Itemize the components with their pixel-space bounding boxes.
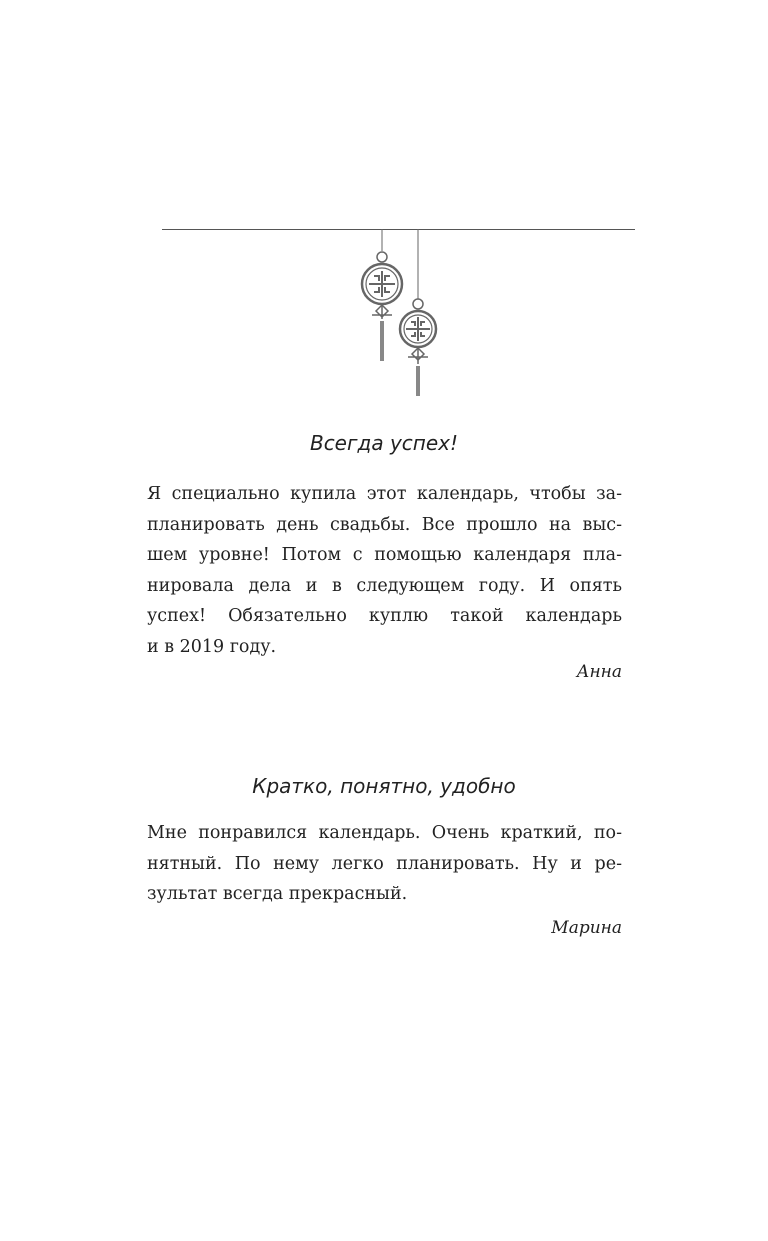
review-title: Всегда успех! xyxy=(309,431,459,455)
review-body xyxy=(147,818,622,910)
review-author: Анна xyxy=(576,662,622,682)
text-line: шем уровне! Потом с помощью календаря пла- xyxy=(147,545,622,565)
text-line: нировала дела и в следующем году. И опять xyxy=(147,575,622,596)
text-line: Мне понравился календарь. Очень краткий, по- xyxy=(147,823,622,843)
text-line: и в 2019 году. xyxy=(147,636,277,657)
review-author: Марина xyxy=(551,918,622,938)
text-line: Я специально купила этот календарь, чтобы за- xyxy=(147,484,622,504)
text-line: планировать день свадьбы. Все прошло на выс- xyxy=(147,514,622,535)
text-line: успех! Обязательно куплю такой календарь xyxy=(147,606,622,626)
lantern-right-icon xyxy=(400,229,436,396)
text-line: нятный. По нему легко планировать. Ну и ре- xyxy=(147,853,622,874)
text-line: зультат всегда прекрасный. xyxy=(147,884,408,904)
review-title: Кратко, понятно, удобно xyxy=(252,774,516,798)
lantern-left-icon xyxy=(362,229,402,361)
review-body xyxy=(147,479,622,662)
chinese-lanterns-ornament xyxy=(340,229,450,404)
